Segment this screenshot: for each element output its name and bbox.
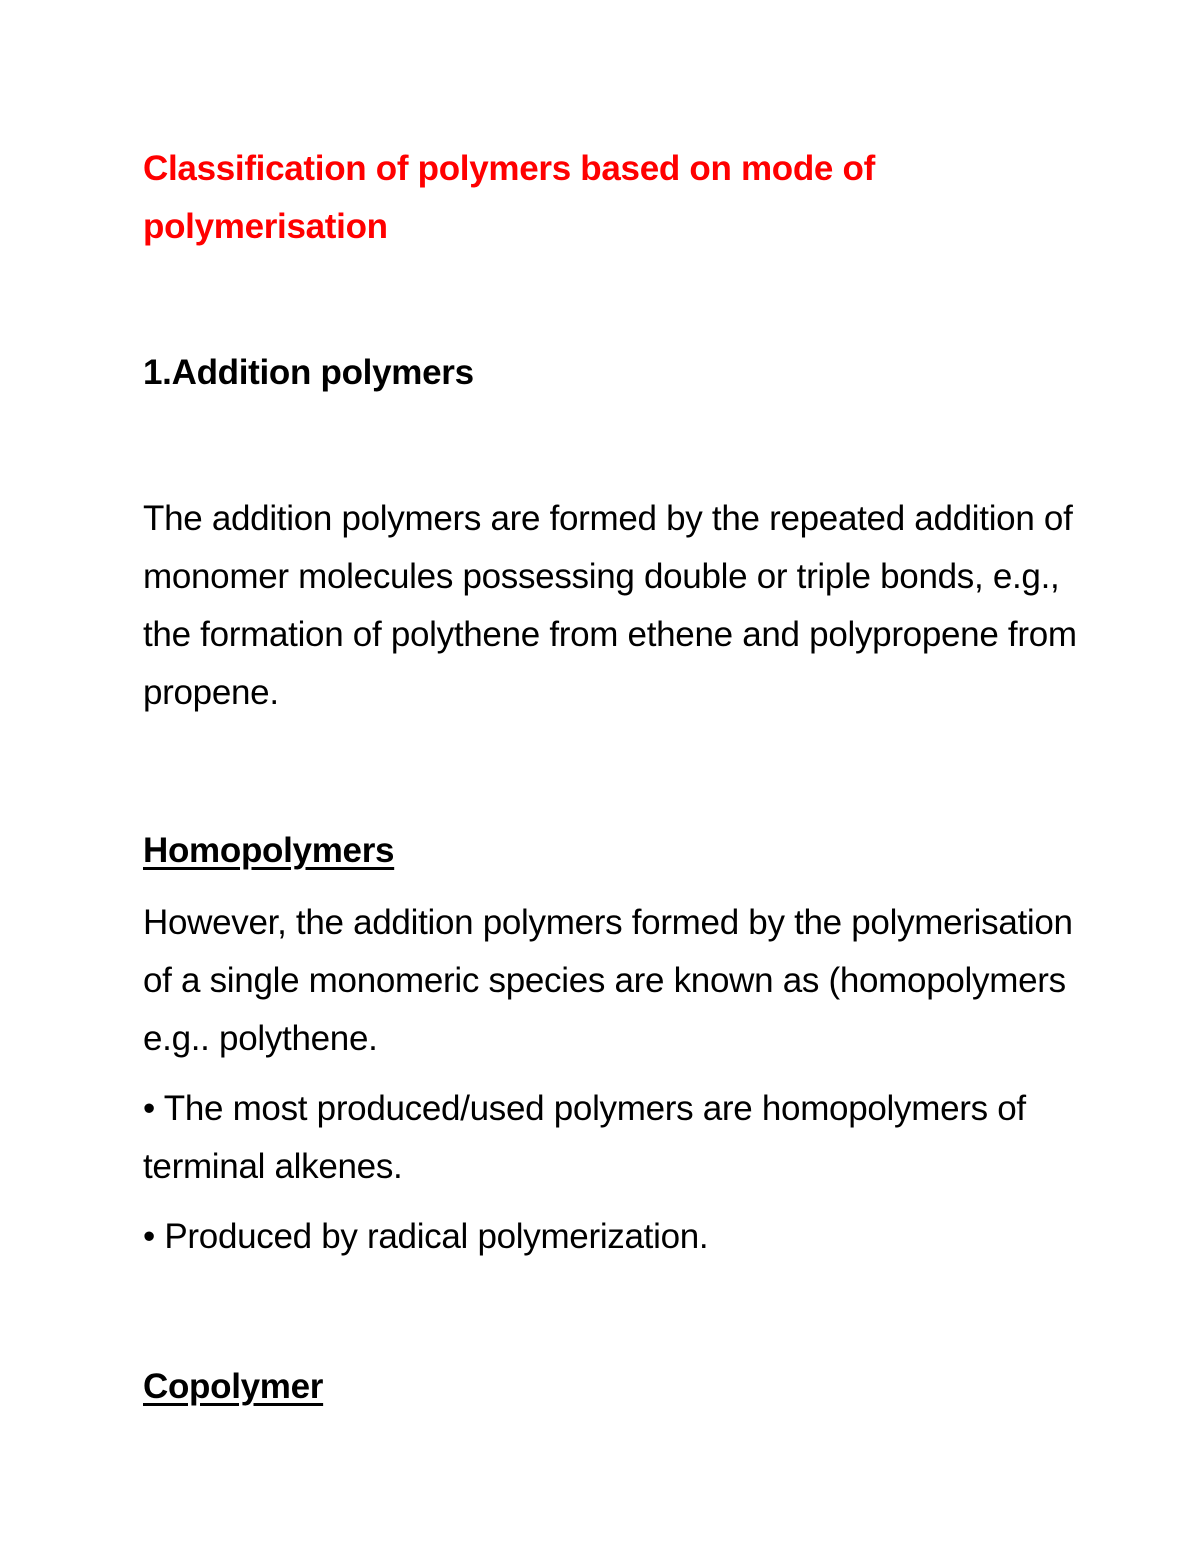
document-title: Classification of polymers based on mode of polymerisation — [143, 149, 875, 246]
subheading-copolymer: Copolymer — [143, 1367, 324, 1406]
intro-paragraph: The addition polymers are formed by the repeated addition of monomer molecules possessing double or triple bonds, e.g., the formation of polythene from ethene and polypropene from propene. — [143, 499, 1077, 712]
section-heading-addition-polymers: 1.Addition polymers — [143, 353, 474, 392]
bullet-item-radical-polymerization: • Produced by radical polymerization. — [143, 1217, 709, 1256]
bullet-item-terminal-alkenes: • The most produced/used polymers are homopolymers of terminal alkenes. — [143, 1089, 1026, 1186]
homopolymers-paragraph: However, the addition polymers formed by the polymerisation of a single monomeric species are known as (homopolymers e.g.. polythene. — [143, 903, 1073, 1058]
subheading-homopolymers: Homopolymers — [143, 831, 395, 870]
document-body — [143, 140, 1083, 1416]
